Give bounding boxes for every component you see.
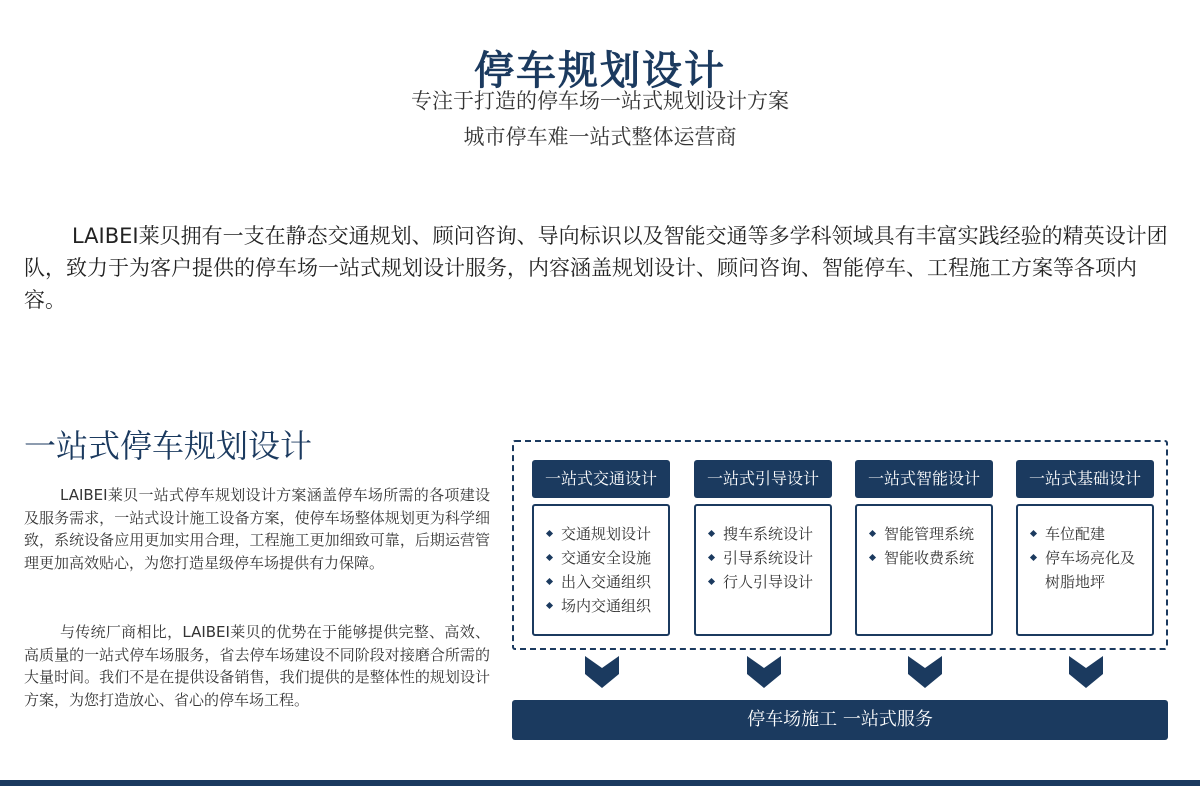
diamond-bullet-icon [1030,554,1037,561]
page-title: 停车规划设计 [474,47,726,94]
card-header-smart-design: 一站式智能设计 [855,460,993,498]
intro-paragraph: LAIBEI莱贝拥有一支在静态交通规划、顾问咨询、导向标识以及智能交通等多学科领域具有丰富实践经验的精英设计团队，致力于为客户提供的停车场一站式规划设计服务，内容涵盖规划设计、顾问咨询、智能停车、工程施工方案等各项内容。 [24,224,1168,312]
diamond-bullet-icon [1030,530,1037,537]
diamond-bullet-icon [546,578,553,585]
double-chevron-down-icon [747,656,781,688]
card-body-smart-design [855,504,993,636]
list-item: 引导系统设计 [708,546,826,570]
section-title: 一站式停车规划设计 [24,427,313,465]
double-chevron-down-icon [1069,656,1103,688]
card-body-traffic-design [532,504,670,636]
card-list [1030,522,1148,594]
list-item: 智能收费系统 [869,546,987,570]
diamond-bullet-icon [546,530,553,537]
list-item: 场内交通组织 [546,594,664,618]
subtitle-secondary: 城市停车难一站式整体运营商 [463,125,737,149]
section-paragraph-1: LAIBEI莱贝一站式停车规划设计方案涵盖停车场所需的各项建设及服务需求，一站式设计施工设备方案，使停车场整体规划更为科学细致，系统设备应用更加实用合理，工程施工更加细致可靠，后期运营管理更加高效贴心，为您打造星级停车场提供有力保障。 [24,486,490,572]
list-item: 停车场亮化及树脂地坪 [1030,546,1148,594]
card-header-guidance-design: 一站式引导设计 [694,460,832,498]
list-item: 交通规划设计 [546,522,664,546]
diamond-bullet-icon [708,578,715,585]
diamond-bullet-icon [708,530,715,537]
double-chevron-down-icon [585,656,619,688]
list-item: 出入交通组织 [546,570,664,594]
list-item: 车位配建 [1030,522,1148,546]
double-chevron-down-icon [908,656,942,688]
list-item: 行人引导设计 [708,570,826,594]
card-list [869,522,987,570]
card-header-traffic-design: 一站式交通设计 [532,460,670,498]
construction-service-bar: 停车场施工 一站式服务 [512,700,1168,740]
diamond-bullet-icon [546,602,553,609]
subtitle-primary: 专注于打造的停车场一站式规划设计方案 [411,89,789,113]
card-list [708,522,826,594]
list-item: 搜车系统设计 [708,522,826,546]
card-list [546,522,664,618]
list-item: 智能管理系统 [869,522,987,546]
card-body-guidance-design [694,504,832,636]
diamond-bullet-icon [708,554,715,561]
card-body-foundation-design [1016,504,1154,636]
card-header-foundation-design: 一站式基础设计 [1016,460,1154,498]
section-paragraph-2: 与传统厂商相比，LAIBEI莱贝的优势在于能够提供完整、高效、高质量的一站式停车场服务，省去停车场建设不同阶段对接磨合所需的大量时间。我们不是在提供设备销售，我们提供的是整体性的规划设计方案，为您打造放心、省心的停车场工程。 [24,623,490,709]
diamond-bullet-icon [869,554,876,561]
diamond-bullet-icon [869,530,876,537]
bottom-divider [0,780,1200,786]
diamond-bullet-icon [546,554,553,561]
list-item: 交通安全设施 [546,546,664,570]
